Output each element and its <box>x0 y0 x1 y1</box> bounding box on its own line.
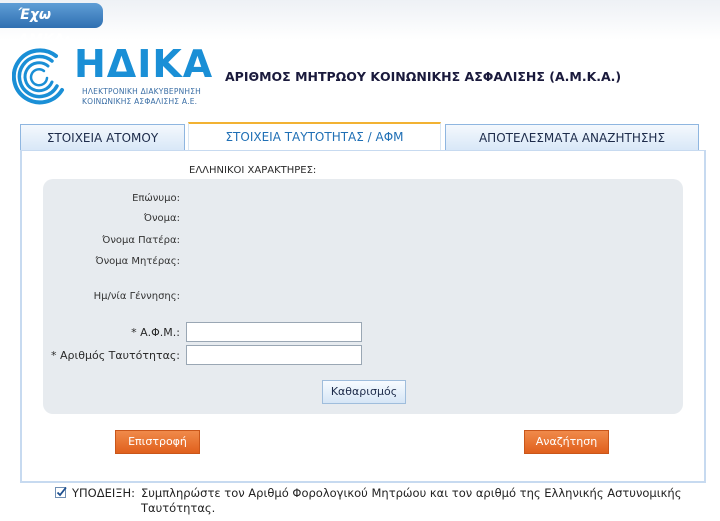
tab-search-results[interactable]: ΑΠΟΤΕΛΕΣΜΑΤΑ ΑΝΑΖΗΤΗΣΗΣ <box>445 124 699 152</box>
logo-subtitle-line-1: ΗΛΕΚΤΡΟΝΙΚΗ ΔΙΑΚΥΒΕΡΝΗΣΗ <box>82 87 202 96</box>
mother-name-label: Όνομα Μητέρας: <box>95 256 180 267</box>
id-number-label: * Αριθμός Ταυτότητας: <box>51 349 180 362</box>
father-name-label: Όνομα Πατέρα: <box>102 235 180 246</box>
concentric-waves-logo-icon <box>12 42 74 112</box>
logo-wordmark: ΗΔΙΚΑ <box>74 42 214 86</box>
tab-id-afm[interactable]: ΣΤΟΙΧΕΙΑ ΤΑΥΤΟΤΗΤΑΣ / ΑΦΜ <box>188 122 441 152</box>
surname-label: Επώνυμο: <box>132 193 180 204</box>
have-amka-link[interactable]: Έχω ΑΜΚΑ; <box>0 3 103 28</box>
checkbox-check-icon <box>55 486 67 498</box>
afm-label: * Α.Φ.Μ.: <box>131 326 180 339</box>
hint-label: ΥΠΟΔΕΙΞΗ: <box>72 486 136 500</box>
name-label: Όνομα: <box>143 213 180 224</box>
id-number-input[interactable] <box>186 345 362 365</box>
back-button[interactable]: Επιστροφή <box>115 430 200 454</box>
top-bar <box>0 0 720 40</box>
search-button[interactable]: Αναζήτηση <box>524 430 609 454</box>
birth-date-label: Ημ/νία Γέννησης: <box>93 291 180 302</box>
clear-button[interactable]: Καθαρισμός <box>322 380 406 404</box>
logo-subtitle-line-2: ΚΟΙΝΩΝΙΚΗΣ ΑΣΦΑΛΙΣΗΣ Α.Ε. <box>82 97 198 106</box>
afm-input[interactable] <box>186 322 362 342</box>
tab-person-details[interactable]: ΣΤΟΙΧΕΙΑ ΑΤΟΜΟΥ <box>20 124 185 152</box>
idika-logo <box>12 42 212 112</box>
hint-text: Συμπληρώστε τον Αριθμό Φορολογικού Μητρώου και τον αριθμό της Ελληνικής Αστυνομικής Ταυτότητας. <box>141 486 682 515</box>
greek-characters-label: ΕΛΛΗΝΙΚΟΙ ΧΑΡΑΚΤΗΡΕΣ: <box>189 165 317 176</box>
page-title: ΑΡΙΘΜΟΣ ΜΗΤΡΩΟΥ ΚΟΙΝΩΝΙΚΗΣ ΑΣΦΑΛΙΣΗΣ (Α.Μ.Κ.Α.) <box>225 69 622 84</box>
